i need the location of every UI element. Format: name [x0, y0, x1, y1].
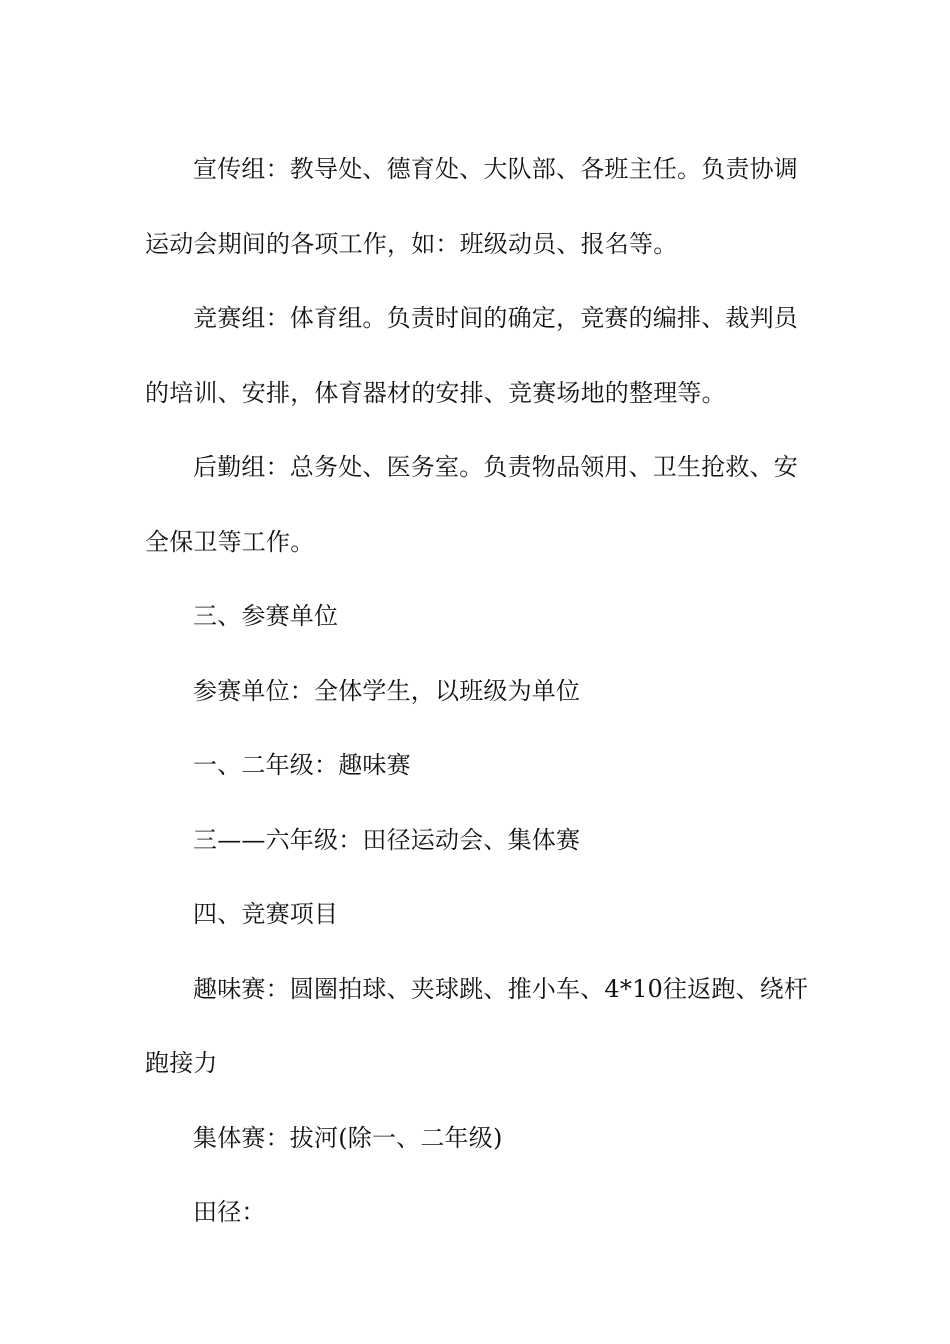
paragraph-logistics-group: 后勤组：总务处、医务室。负责物品领用、卫生抢救、安全保卫等工作。 — [145, 453, 798, 556]
paragraph-grades-three-six: 三——六年级：田径运动会、集体赛 — [193, 825, 581, 854]
section-heading-participants: 三、参赛单位 — [193, 602, 339, 630]
paragraph-fun-events: 趣味赛：圆圈拍球、夹球跳、推小车、4*10往返跑、绕杆跑接力 — [145, 974, 809, 1077]
paragraph-participants: 参赛单位：全体学生，以班级为单位 — [193, 676, 581, 705]
paragraph-competition-group: 竞赛组：体育组。负责时间的确定，竞赛的编排、裁判员的培训、安排，体育器材的安排、竞赛场地的整理等。 — [145, 304, 798, 407]
section-heading-events: 四、竞赛项目 — [193, 900, 339, 928]
paragraph-publicity-group: 宣传组：教导处、德育处、大队部、各班主任。负责协调运动会期间的各项工作，如：班级动员、报名等。 — [145, 155, 798, 258]
paragraph-track-field: 田径： — [193, 1198, 266, 1226]
paragraph-grades-one-two: 一、二年级：趣味赛 — [193, 751, 411, 779]
document-body — [145, 132, 810, 1250]
paragraph-team-events: 集体赛：拔河(除一、二年级) — [193, 1123, 503, 1152]
